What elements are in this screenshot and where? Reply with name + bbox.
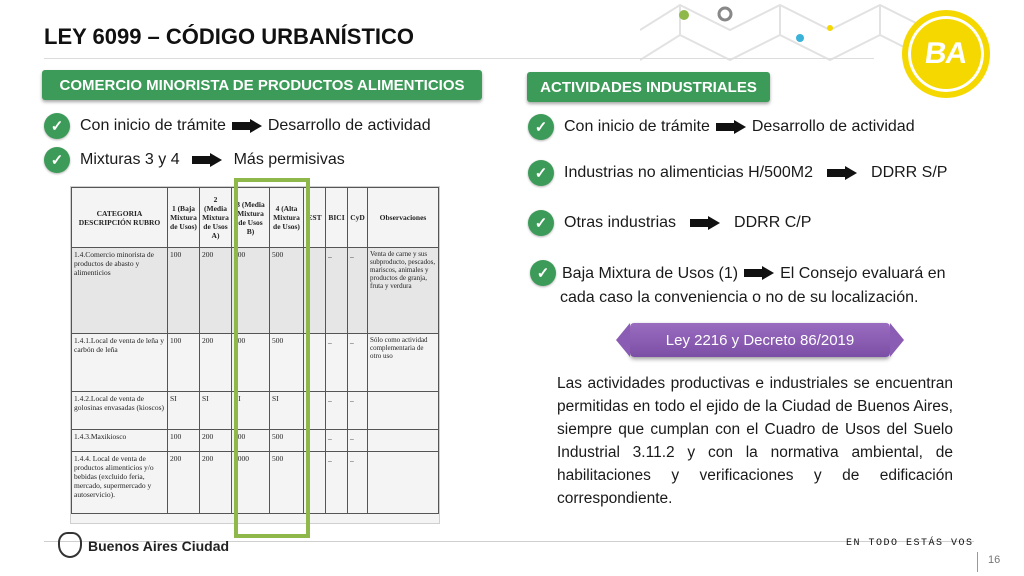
table-cell: 100 (168, 334, 200, 392)
table-cell: Sólo como actividad complementaria de otro uso (368, 334, 439, 392)
table-header-cell: BICI (326, 188, 348, 248)
right-bullet-1 (528, 114, 915, 140)
check-icon: ✓ (528, 210, 554, 236)
check-icon: ✓ (528, 114, 554, 140)
section-header-industriales: ACTIVIDADES INDUSTRIALES (527, 72, 770, 102)
arrow-right-icon (744, 266, 774, 280)
mixtura-3-highlight-box (234, 178, 310, 538)
bullet-to: DDRR C/P (734, 214, 812, 231)
mixtura-line-2: cada caso la conveniencia o no de su localización. (560, 289, 919, 306)
table-cell: SI (168, 392, 200, 430)
table-header-cell: 4 (Alta Mixtura de Usos) (270, 188, 304, 248)
table-cell: 1.4.1.Local de venta de leña y carbón de leña (72, 334, 168, 392)
table-cell: 200 (200, 334, 232, 392)
city-seal-icon (58, 532, 82, 558)
table-cell: 500 (270, 248, 304, 334)
bullet-to: Desarrollo de actividad (751, 118, 915, 135)
table-header-cell: Observaciones (368, 188, 439, 248)
table-cell: _ (304, 392, 326, 430)
table-cell: 100 (168, 248, 200, 334)
table-cell: 200 (232, 430, 270, 452)
table-cell: 100 (168, 430, 200, 452)
table-cell (368, 392, 439, 430)
page-number: 16 (988, 554, 1001, 566)
table-cell: _ (326, 452, 348, 514)
ley-decreto-badge: Ley 2216 y Decreto 86/2019 (630, 323, 890, 357)
table-cell: SI (200, 392, 232, 430)
table-header-cell: 3 (Media Mixtura de Usos B) (232, 188, 270, 248)
right-bullet-mixtura (530, 260, 970, 309)
table-cell: _ (326, 392, 348, 430)
table-cell: Venta de carne y sus subproducto, pescados, mariscos, animales y productos de granja, fruta y verdura (368, 248, 439, 334)
arrow-right-icon (827, 166, 857, 180)
table-cell (368, 430, 439, 452)
section-header-comercio: COMERCIO MINORISTA DE PRODUCTOS ALIMENTICIOS (42, 70, 482, 100)
arrow-right-icon (192, 153, 222, 167)
table-header-cell: EST (304, 188, 326, 248)
footer-slogan: EN TODO ESTÁS VOS (846, 538, 974, 549)
right-bullet-2 (528, 160, 947, 186)
bullet-from: Otras industrias (564, 214, 677, 231)
table-cell: 1000 (232, 452, 270, 514)
left-bullet-2 (44, 147, 345, 173)
table-header-cell: CATEGORIA DESCRIPCIÓN RUBRO (72, 188, 168, 248)
ba-logo: BA (902, 10, 990, 98)
arrow-right-icon (690, 216, 720, 230)
table-header-cell: CyD (348, 188, 368, 248)
table-cell: SI (270, 392, 304, 430)
table-cell: 200 (232, 334, 270, 392)
table-cell: 200 (200, 248, 232, 334)
table-cell: 1.4.4. Local de venta de productos alimenticios y/o bebidas (excluido feria, mercado, supermercado y autoservicio). (72, 452, 168, 514)
check-icon: ✓ (44, 147, 70, 173)
table-cell: _ (348, 430, 368, 452)
page-title: LEY 6099 – CÓDIGO URBANÍSTICO (44, 24, 415, 49)
table-cell: 500 (270, 430, 304, 452)
table-cell: 500 (270, 334, 304, 392)
table-cell: _ (304, 430, 326, 452)
table-cell: _ (348, 392, 368, 430)
right-bullet-3 (528, 210, 811, 236)
table-cell: _ (326, 248, 348, 334)
bullet-to: DDRR S/P (871, 164, 948, 181)
table-cell: _ (326, 334, 348, 392)
table-cell: 1.4.2.Local de venta de golosinas envasadas (kioscos) (72, 392, 168, 430)
table-cell: 200 (200, 430, 232, 452)
table-cell: _ (304, 334, 326, 392)
mixtura-line-1 (530, 260, 970, 286)
table-cell: _ (326, 430, 348, 452)
table-header-cell: 1 (Baja Mixtura de Usos) (168, 188, 200, 248)
table-cell: 200 (200, 452, 232, 514)
bullet-to: Desarrollo de actividad (267, 117, 431, 134)
table-header-cell: 2 (Media Mixtura de Usos A) (200, 188, 232, 248)
bullet-to: El Consejo evaluará en (780, 264, 946, 282)
table-cell: 200 (232, 248, 270, 334)
table-cell: 200 (168, 452, 200, 514)
title-divider (44, 58, 874, 59)
check-icon: ✓ (528, 160, 554, 186)
bullet-to: Más permisivas (233, 151, 345, 168)
bullet-from: Mixturas 3 y 4 (80, 151, 180, 168)
table-cell: _ (348, 248, 368, 334)
check-icon: ✓ (44, 113, 70, 139)
industrial-paragraph: Las actividades productivas e industriales se encuentran permitidas en todo el ejido de la Ciudad de Buenos Aires, siempre que cumplan con el Cuadro de Usos del Suelo Industrial 3.11.2 y con la normativa ambiental, de habilitaciones y verificaciones y de edificación correspondiente. (557, 375, 953, 507)
check-icon: ✓ (530, 260, 556, 286)
arrow-right-icon (716, 120, 746, 134)
bullet-from: Con inicio de trámite (564, 118, 710, 135)
table-cell: 1.4.Comercio minorista de productos de abasto y alimenticios (72, 248, 168, 334)
table-cell: _ (304, 452, 326, 514)
table-cell: 1.4.3.Maxikiosco (72, 430, 168, 452)
bullet-from: Con inicio de trámite (80, 117, 226, 134)
table-cell (368, 452, 439, 514)
table-cell: SI (232, 392, 270, 430)
left-bullet-1 (44, 113, 431, 139)
bullet-from: Baja Mixtura de Usos (1) (562, 264, 739, 282)
arrow-right-icon (232, 119, 262, 133)
footer-brand: Buenos Aires Ciudad (88, 538, 230, 554)
table-cell: _ (348, 334, 368, 392)
table-cell: _ (304, 248, 326, 334)
bullet-from: Industrias no alimenticias H/500M2 (564, 164, 814, 181)
table-cell: _ (348, 452, 368, 514)
page-number-tick (977, 552, 978, 572)
table-cell: 500 (270, 452, 304, 514)
